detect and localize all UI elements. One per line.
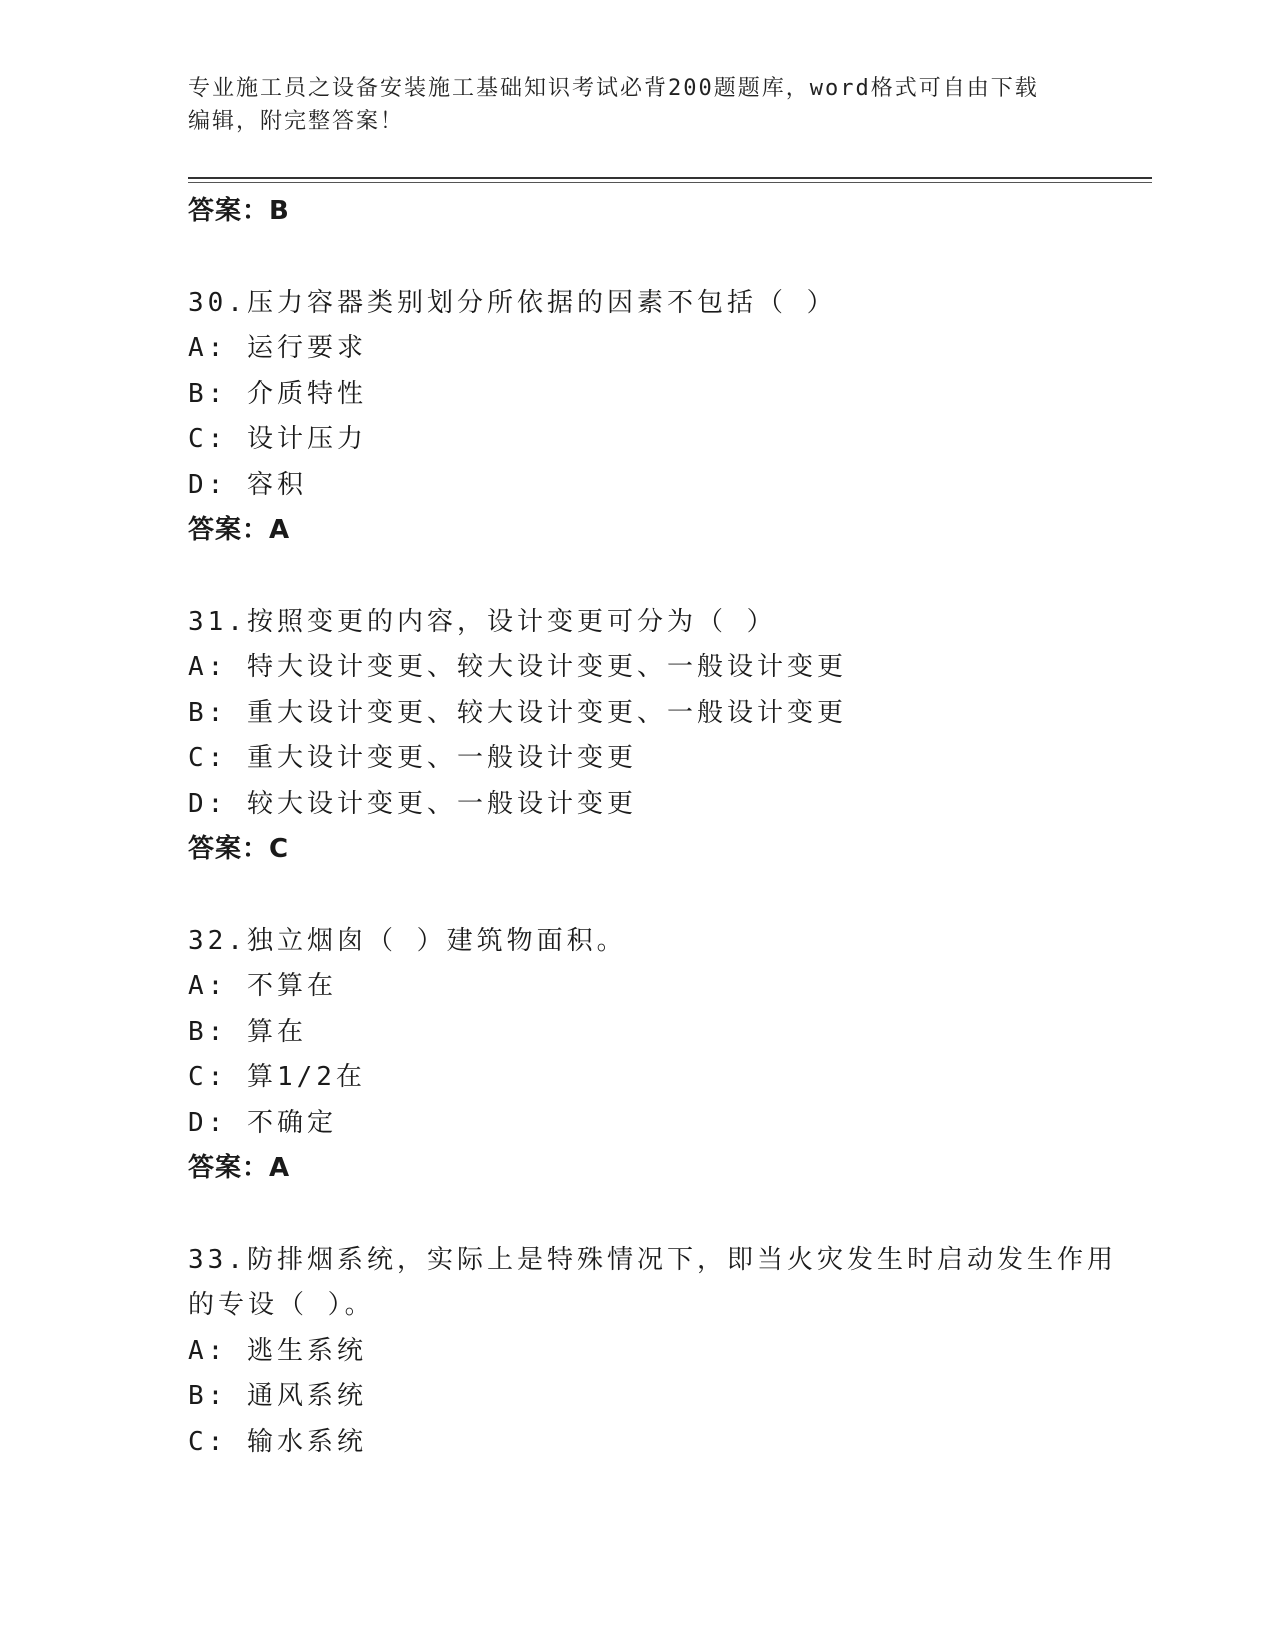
- spacer: [188, 873, 1108, 919]
- option-a: A: 不算在: [188, 971, 337, 1001]
- option-d: D: 容积: [188, 469, 307, 500]
- question-stem: 30.压力容器类别划分所依据的因素不包括（ ）: [188, 287, 837, 318]
- question-stem: 32.独立烟囱（ ）建筑物面积。: [188, 925, 627, 956]
- option-b: B: 算在: [188, 1016, 307, 1047]
- option-d: D: 不确定: [188, 1107, 337, 1138]
- document-header: [188, 72, 1088, 138]
- question-stem-line-2: 的专设（ ）。: [188, 1290, 375, 1320]
- question-33: [188, 1238, 1117, 1466]
- spacer: [188, 554, 1108, 600]
- option-c: C: 重大设计变更、一般设计变更: [188, 743, 637, 773]
- header-title-line-1: 专业施工员之设备安装施工基础知识考试必背200题题库，word格式可自由下载: [188, 76, 1039, 101]
- spacer: [188, 1192, 1108, 1238]
- header-title-line-2: 编辑，附完整答案！: [188, 109, 405, 134]
- option-d: D: 较大设计变更、一般设计变更: [188, 788, 637, 819]
- question-31: [188, 600, 1108, 873]
- option-a: A: 逃生系统: [188, 1335, 367, 1366]
- answer-line: 答案：A: [188, 1153, 291, 1183]
- header-divider-thick: [188, 177, 1152, 179]
- header-divider-thin: [188, 182, 1152, 183]
- option-c: C: 输水系统: [188, 1426, 367, 1457]
- spacer: [188, 235, 1108, 281]
- question-stem: 31.按照变更的内容，设计变更可分为（ ）: [188, 606, 777, 637]
- option-a: A: 特大设计变更、较大设计变更、一般设计变更: [188, 652, 847, 682]
- question-stem-line-1: 33.防排烟系统，实际上是特殊情况下，即当火灾发生时启动发生作用: [188, 1244, 1117, 1275]
- question-30: [188, 281, 1108, 554]
- answer-line: 答案：A: [188, 515, 291, 545]
- answer-line: 答案：C: [188, 834, 290, 864]
- question-list: [188, 189, 1117, 1465]
- answer-line: 答案：B: [188, 196, 290, 226]
- option-c: C: 算1/2在: [188, 1062, 366, 1092]
- question-32: [188, 919, 1108, 1192]
- option-b: B: 介质特性: [188, 378, 367, 409]
- option-a: A: 运行要求: [188, 333, 367, 363]
- option-b: B: 通风系统: [188, 1381, 367, 1411]
- option-b: B: 重大设计变更、较大设计变更、一般设计变更: [188, 697, 847, 728]
- option-c: C: 设计压力: [188, 424, 367, 454]
